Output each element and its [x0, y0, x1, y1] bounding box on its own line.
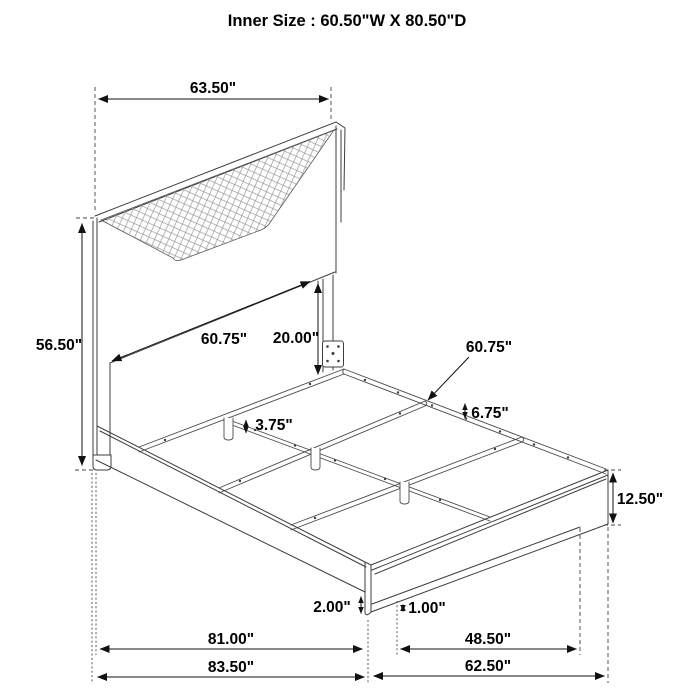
bed-frame-art	[93, 122, 608, 615]
dimension-label-footboard-inner-width: 48.50"	[464, 631, 512, 648]
cross-slat-middle	[219, 401, 427, 493]
dimension-label-headboard-width: 63.50"	[189, 80, 237, 97]
dimension-label-leg-height: 3.75"	[255, 417, 293, 434]
dimension-label-headboard-height: 56.50"	[35, 337, 83, 354]
dimension-lines	[82, 99, 613, 677]
dimension-label-headboard-inner-width: 60.75"	[200, 331, 248, 348]
dimension-label-rail-step: 1.00"	[408, 600, 446, 617]
dimension-label-slat-gap: 6.75"	[471, 405, 509, 422]
foot-corner-post	[365, 562, 371, 615]
dim-leader-slat-width	[428, 357, 469, 400]
dimension-label-rail-outer-length: 83.50"	[207, 659, 255, 676]
screw-holes	[164, 379, 569, 519]
rail-bracket	[323, 341, 344, 367]
extension-lines-dashed-right	[580, 527, 608, 683]
left-side-rail	[96, 426, 366, 592]
dimension-label-footboard-outer-width: 62.50"	[464, 658, 512, 675]
dimension-label-foot-clearance: 2.00"	[313, 599, 351, 616]
dimension-label-footboard-height: 12.50"	[616, 491, 664, 508]
dimension-label-rail-inner-length: 81.00"	[207, 631, 255, 648]
cross-slat-head	[139, 369, 344, 452]
dimension-label-panel-height: 20.00"	[272, 330, 320, 347]
diagram-title: Inner Size : 60.50"W X 80.50"D	[227, 12, 467, 30]
dimension-label-slat-inner-width: 60.75"	[465, 339, 513, 356]
